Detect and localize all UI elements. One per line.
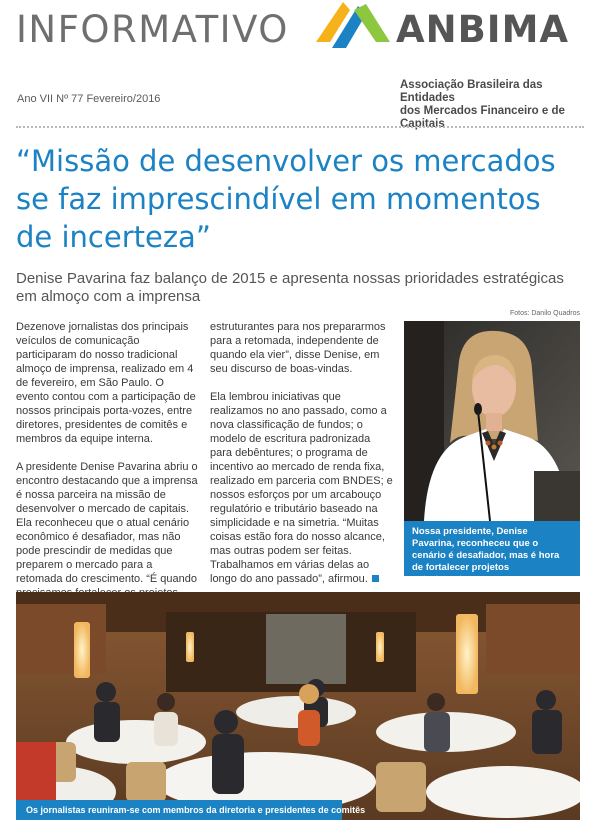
paragraph: Dezenove jornalistas dos principais veículos de comunicação participaram do nosso tradicional almoço de imprensa, realizado em 4 de fevereiro, em São Paulo. O evento contou com a participação de nossos principais porta-vozes, entre diretores, presidentes de comitês e membros da equipe interna. <box>16 321 196 445</box>
event-room-illustration <box>16 592 580 820</box>
paragraph: A presidente Denise Pavarina abriu o encontro destacando que a imprensa é nossa parceira na missão de desenvolver o mercado de capitais. Ela reconheceu que o atual cenário econômico é desafiador, mas não pode prescindir de medidas que preparem o mercado para a retomada do crescimento. “É quando <box>16 461 198 585</box>
anbima-logo-icon <box>316 2 390 50</box>
article-column-1 <box>16 320 200 614</box>
photo-speaker <box>404 321 580 521</box>
end-mark-icon <box>372 575 379 582</box>
article-subhead: Denise Pavarina faz balanço de 2015 e apresenta nossas prioridades estratégicas em almoço com a imprensa <box>16 270 564 305</box>
photo-caption-event: Os jornalistas reuniram-se com membros da diretoria e presidentes de comitês <box>16 800 342 820</box>
photo-event-room <box>16 592 580 820</box>
paragraph-text: Ela lembrou iniciativas que realizamos no ano passado, como a nova classificação de fundos; o modelo de escritura padronizada para debêntures; o programa de incentivo ao mercado de renda fixa, realizado em parceria com BNDES; e nossos esforços por um arcabouço regulatório e tributário baseado na simplicidade e na simetria. “Muitas coisas estão fora do nosso alcance, mas outras podem ser feitas. Trabalhamos em várias delas ao longo do ano passado”, afirmou. <box>210 391 393 585</box>
masthead-title-anbima: ANBIMA <box>396 8 570 51</box>
organization-name <box>400 79 590 131</box>
issue-info: Ano VII Nº 77 Fevereiro/2016 <box>17 93 161 105</box>
paragraph: estruturantes para nos prepararmos para a retomada, independente de quando ela vier”, disse Denise, em seu discurso de boas-vindas. <box>210 321 386 375</box>
dotted-divider <box>16 126 584 128</box>
photo-caption-speaker: Nossa presidente, Denise Pavarina, reconheceu que o cenário é desafiador, mas é hora de fortalecer projetos estruturantes <box>404 521 580 576</box>
speaker-illustration <box>404 321 580 521</box>
photo-credit: Fotos: Danilo Quadros <box>509 310 580 317</box>
masthead-title-informativo: INFORMATIVO <box>16 8 289 51</box>
organization-line-1: Associação Brasileira das Entidades <box>400 79 543 104</box>
organization-line-2: dos Mercados Financeiro e de Capitais <box>400 105 565 130</box>
paragraph-end <box>210 390 394 586</box>
article-column-2 <box>210 320 394 600</box>
article-headline: “Missão de desenvolver os mercados se faz imprescindível em momentos de incerteza” <box>16 144 556 254</box>
